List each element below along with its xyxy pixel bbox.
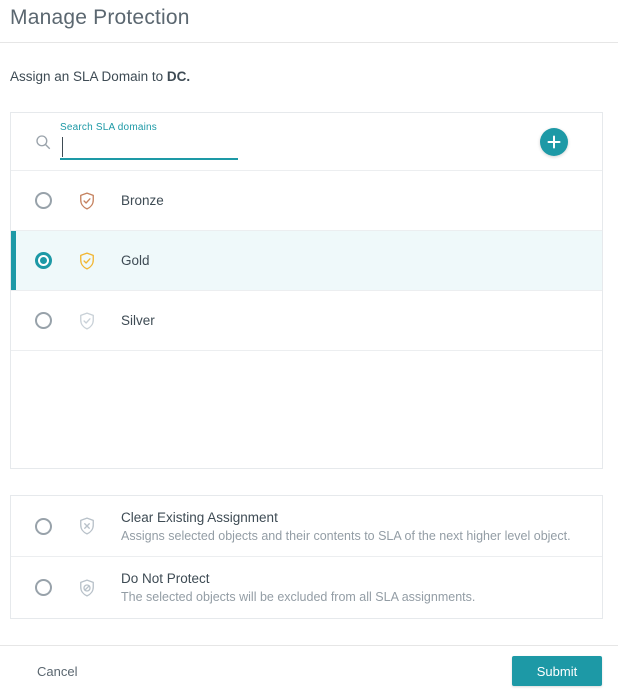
text-cursor <box>62 137 63 157</box>
sla-row-bronze[interactable] <box>11 171 602 231</box>
option-text <box>121 510 571 543</box>
shield-x-icon <box>77 515 97 537</box>
radio-silver[interactable] <box>35 312 52 329</box>
radio-bronze[interactable] <box>35 192 52 209</box>
dialog-footer <box>0 645 618 696</box>
search-field <box>60 113 238 170</box>
sla-name: Bronze <box>121 193 164 208</box>
shield-slash-icon <box>77 577 97 599</box>
special-options-panel <box>10 495 603 619</box>
intro-prefix: Assign an SLA Domain to <box>10 69 164 84</box>
radio-clear-existing[interactable] <box>35 518 52 535</box>
shield-check-icon <box>77 190 97 212</box>
sla-name: Silver <box>121 313 155 328</box>
radio-do-not-protect[interactable] <box>35 579 52 596</box>
submit-button[interactable]: Submit <box>512 656 602 686</box>
option-title: Do Not Protect <box>121 571 210 586</box>
option-row-do-not-protect[interactable] <box>11 557 602 618</box>
option-text <box>121 571 475 604</box>
option-row-clear-existing[interactable] <box>11 496 602 557</box>
page-title: Manage Protection <box>10 6 190 29</box>
search-input[interactable] <box>60 136 238 160</box>
search-field-label: Search SLA domains <box>60 122 157 133</box>
intro-text <box>0 43 618 84</box>
cancel-button[interactable]: Cancel <box>37 663 78 679</box>
option-title: Clear Existing Assignment <box>121 509 278 525</box>
sla-domain-list-panel <box>10 112 603 469</box>
add-sla-domain-button[interactable] <box>540 128 568 156</box>
sla-name: Gold <box>121 253 150 268</box>
option-description: The selected objects will be excluded from all SLA assignments. <box>121 590 476 604</box>
radio-gold[interactable] <box>35 252 52 269</box>
empty-list-area <box>11 351 602 469</box>
shield-check-icon <box>77 310 97 332</box>
sla-row-silver[interactable] <box>11 291 602 351</box>
plus-icon <box>547 135 561 149</box>
intro-object-name: DC. <box>166 69 191 84</box>
shield-check-icon <box>77 250 97 272</box>
search-row <box>11 113 602 171</box>
magnifier-icon <box>34 133 52 151</box>
option-description: Assigns selected objects and their contents to SLA of the next higher level object. <box>121 528 571 543</box>
dialog-header <box>0 0 618 42</box>
sla-row-gold[interactable] <box>11 231 602 291</box>
